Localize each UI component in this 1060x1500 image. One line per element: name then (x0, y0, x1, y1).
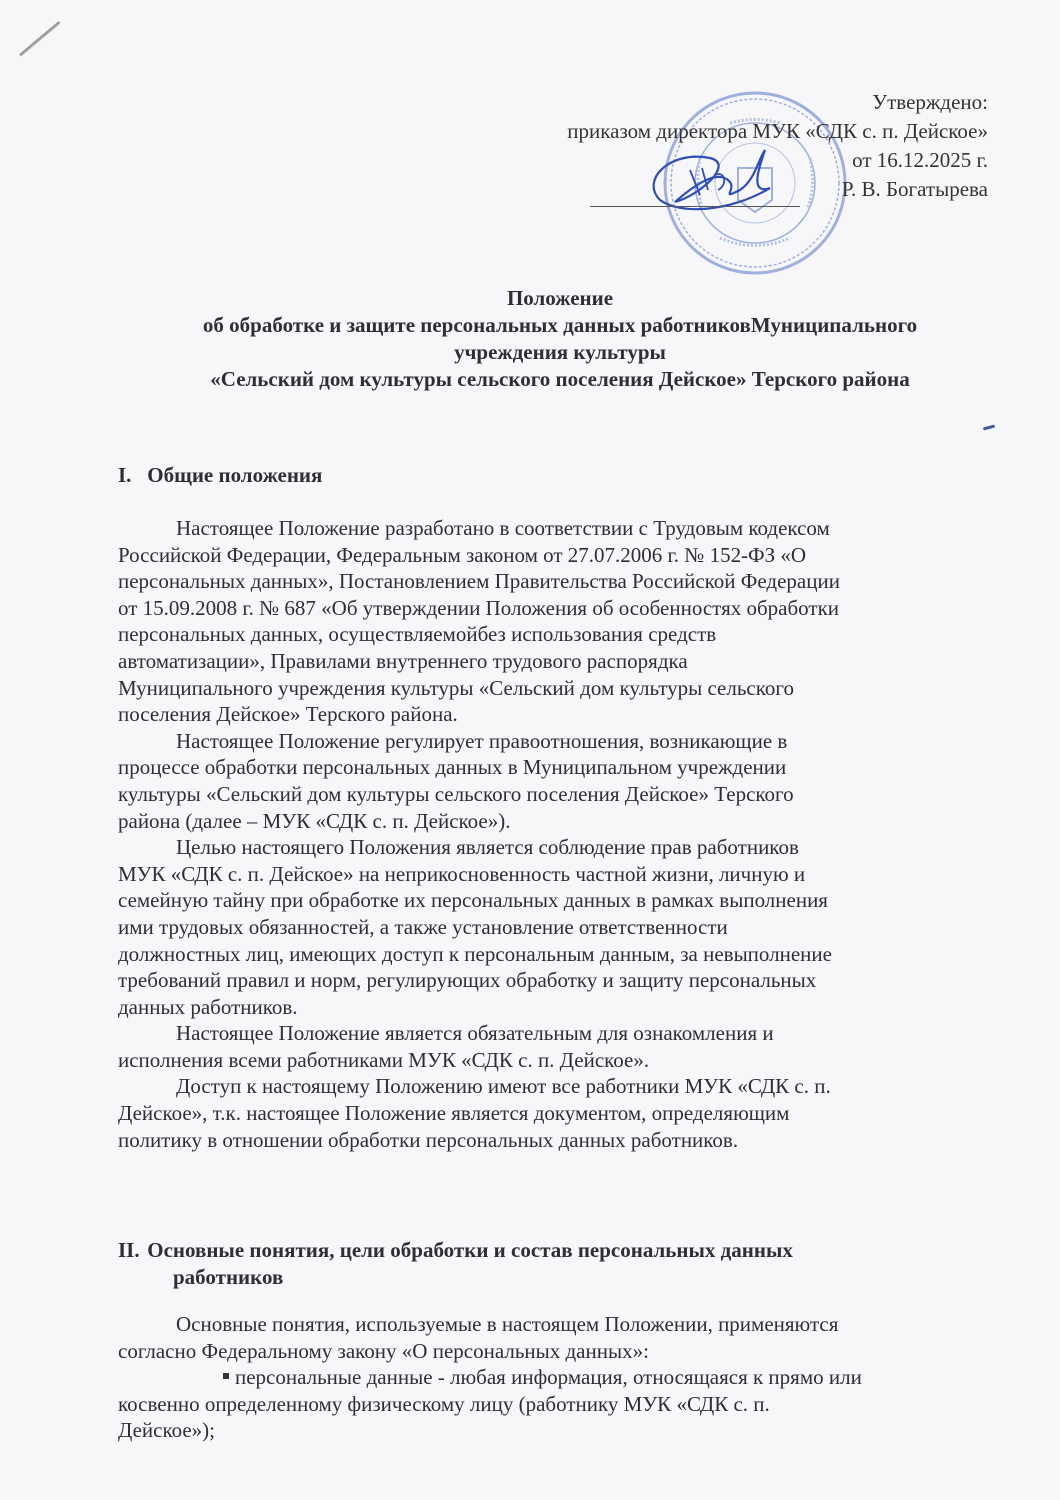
paragraph-line: Настоящее Положение разработано в соответствии с Трудовым кодексом (176, 516, 830, 540)
paragraph (118, 728, 978, 834)
paragraph-line: Дейское», т.к. настоящее Положение является документом, определяющим (118, 1101, 790, 1126)
bullet-continuation-line: косвенно определенному физическому лицу (работнику МУК «СДК с. п. (118, 1391, 770, 1416)
bullet-item-line (118, 1364, 978, 1391)
paragraph (118, 515, 978, 728)
title-line-3: учреждения культуры (454, 340, 666, 364)
paragraph-line: Настоящее Положение регулирует правоотношения, возникающие в (176, 728, 788, 753)
scan-artifact-mark (19, 21, 61, 57)
paragraph-line: Настоящее Положение является обязательным для ознакомления и (176, 1021, 774, 1046)
section-1-body (118, 515, 978, 1153)
paragraph-line: требований правил и норм, регулирующих обработку и защиту персональных (118, 968, 817, 993)
approval-block (567, 88, 988, 204)
bullet-icon (223, 1373, 229, 1379)
section-2-intro-line: Основные понятия, используемые в настоящем Положении, применяются (176, 1312, 839, 1336)
section-1-title: Общие положения (147, 463, 323, 487)
paragraph-line: политику в отношении обработки персональных данных работников. (118, 1127, 739, 1152)
signature-line (590, 206, 800, 207)
paragraph-line: от 15.09.2008 г. № 687 «Об утверждении Положения об особенностях обработки (118, 595, 840, 620)
bullet-text: персональные данные - любая информация, относящаяся к прямо или (235, 1365, 862, 1390)
section-1-number: I. (118, 463, 132, 487)
section-1-heading (118, 462, 978, 489)
paragraph-line: персональных данных, осуществляемойбез использования средств (118, 622, 717, 647)
paragraph-line: Целью настоящего Положения является соблюдение прав работников (176, 835, 799, 860)
section-2-intro-line: согласно Федеральному закону «О персональных данных»: (118, 1338, 649, 1363)
paragraph (118, 1020, 978, 1073)
approval-signer: Р. В. Богатырева (841, 177, 988, 201)
section-1 (118, 462, 978, 489)
paragraph-line: Муниципального учреждения культуры «Сельский дом культуры сельского (118, 675, 794, 700)
title-line-1: Положение (506, 286, 614, 310)
document-title (60, 285, 1060, 393)
paragraph (118, 834, 978, 1020)
bullet-continuation-line: Дейское»); (118, 1418, 216, 1443)
paragraph-line: семейную тайну при обработке их персональных данных в рамках выполнения (118, 888, 828, 913)
approved-label: Утверждено: (872, 90, 988, 114)
paragraph-line: исполнения всеми работниками МУК «СДК с. п. Дейское». (118, 1047, 650, 1072)
title-line-4: «Сельский дом культуры сельского поселения Дейское» Терского района (210, 367, 910, 391)
paragraph-line: района (далее – МУК «СДК с. п. Дейское»). (118, 808, 511, 833)
section-2 (118, 1237, 978, 1290)
ink-mark (983, 424, 995, 430)
section-2-body (118, 1311, 978, 1444)
approval-date: от 16.12.2025 г. (852, 148, 988, 172)
paragraph-line: культуры «Сельский дом культуры сельского поселения Дейское» Терского (118, 781, 794, 806)
title-line-2: об обработке и защите персональных данных работниковМуниципального (202, 313, 918, 337)
section-2-title-line-1: Основные понятия, цели обработки и состав персональных данных (147, 1238, 793, 1262)
paragraph-line: поселения Дейское» Терского района. (118, 702, 458, 727)
approval-order: приказом директора МУК «СДК с. п. Дейское» (567, 119, 988, 143)
paragraph-line: МУК «СДК с. п. Дейское» на неприкосновенность частной жизни, личную и (118, 861, 806, 886)
section-2-heading (118, 1237, 978, 1264)
section-2-title-line-2: работников (173, 1264, 284, 1289)
paragraph-line: ими трудовых обязанностей, а также установление ответственности (118, 914, 728, 939)
paragraph-line: Российской Федерации, Федеральным законом от 27.07.2006 г. № 152-ФЗ «О (118, 542, 807, 567)
paragraph-line: автоматизации», Правилами внутреннего трудового распорядка (118, 648, 688, 673)
paragraph-line: данных работников. (118, 994, 298, 1019)
section-2-number: II. (118, 1238, 140, 1262)
paragraph-line: процессе обработки персональных данных в Муниципальном учреждении (118, 755, 787, 780)
paragraph-line: персональных данных», Постановлением Правительства Российской Федерации (118, 569, 840, 594)
paragraph-line: должностных лиц, имеющих доступ к персональным данным, за невыполнение (118, 941, 832, 966)
paragraph-line: Доступ к настоящему Положению имеют все работники МУК «СДК с. п. (176, 1074, 831, 1099)
paragraph (118, 1073, 978, 1153)
